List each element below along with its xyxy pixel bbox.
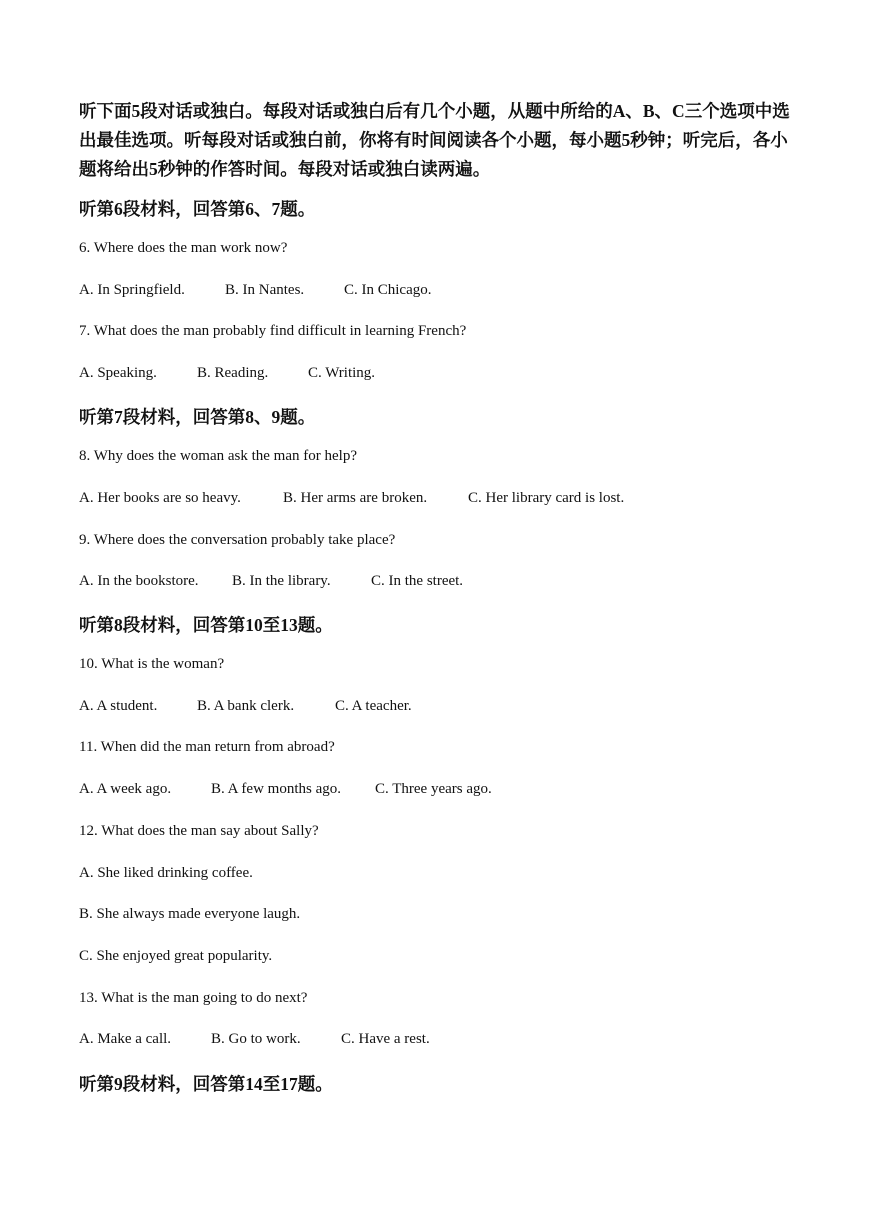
- question-12-option-a: A. She liked drinking coffee.: [79, 865, 253, 881]
- question-11-option-a: A. A week ago.: [79, 781, 172, 797]
- question-6-option-b: B. In Nantes.: [225, 282, 305, 298]
- question-13-stem: 13. What is the man going to do next?: [79, 990, 308, 1006]
- question-6-option-a: A. In Springfield.: [79, 282, 185, 298]
- question-6-stem: 6. Where does the man work now?: [79, 240, 288, 256]
- question-13-option-a: A. Make a call.: [79, 1031, 172, 1047]
- question-9-option-a: A. In the bookstore.: [79, 573, 199, 589]
- question-11-option-c: C. Three years ago.: [375, 781, 492, 797]
- question-7-option-b: B. Reading.: [197, 365, 269, 381]
- question-7-option-c: C. Writing.: [308, 365, 376, 381]
- question-7-option-a: A. Speaking.: [79, 365, 157, 381]
- question-6-option-c: C. In Chicago.: [344, 282, 432, 298]
- question-12-option-c: C. She enjoyed great popularity.: [79, 948, 273, 964]
- question-13-option-b: B. Go to work.: [211, 1031, 301, 1047]
- section-heading-8: 听第8段材料，回答第10至13题。: [79, 615, 333, 635]
- question-8-option-c: C. Her library card is lost.: [468, 490, 625, 506]
- question-7-stem: 7. What does the man probably find difficult in learning French?: [79, 323, 467, 339]
- question-10-options: [79, 698, 412, 715]
- question-8-option-a: A. Her books are so heavy.: [79, 490, 241, 506]
- question-9-option-b: B. In the library.: [232, 573, 331, 589]
- question-11-options: [79, 781, 492, 798]
- question-10-option-b: B. A bank clerk.: [197, 698, 295, 714]
- question-10-option-c: C. A teacher.: [335, 698, 412, 714]
- question-9-options: [79, 573, 463, 590]
- section-heading-6: 听第6段材料，回答第6、7题。: [79, 199, 316, 219]
- question-12-stem: 12. What does the man say about Sally?: [79, 823, 319, 839]
- question-12-option-b: B. She always made everyone laugh.: [79, 906, 301, 922]
- question-8-options: [79, 490, 624, 507]
- question-13-option-c: C. Have a rest.: [341, 1031, 430, 1047]
- question-8-option-b: B. Her arms are broken.: [283, 490, 428, 506]
- section-heading-7: 听第7段材料，回答第8、9题。: [79, 407, 316, 427]
- question-8-stem: 8. Why does the woman ask the man for help?: [79, 448, 357, 464]
- question-7-options: [79, 365, 375, 382]
- question-13-options: [79, 1031, 430, 1048]
- question-10-stem: 10. What is the woman?: [79, 656, 225, 672]
- section-heading-9: 听第9段材料，回答第14至17题。: [79, 1074, 333, 1094]
- question-10-option-a: A. A student.: [79, 698, 158, 714]
- question-11-option-b: B. A few months ago.: [211, 781, 341, 797]
- question-6-options: [79, 282, 432, 299]
- question-11-stem: 11. When did the man return from abroad?: [79, 739, 335, 755]
- instructions-paragraph: 听下面5段对话或独白。每段对话或独白后有几个小题，从题中所给的A、B、C三个选项中选出最佳选项。听每段对话或独白前，你将有时间阅读各个小题，每小题5秒钟；听完后，各小题将给出5秒钟的作答时间。每段对话或独白读两遍。: [79, 101, 790, 179]
- question-9-option-c: C. In the street.: [371, 573, 464, 589]
- question-9-stem: 9. Where does the conversation probably take place?: [79, 532, 396, 548]
